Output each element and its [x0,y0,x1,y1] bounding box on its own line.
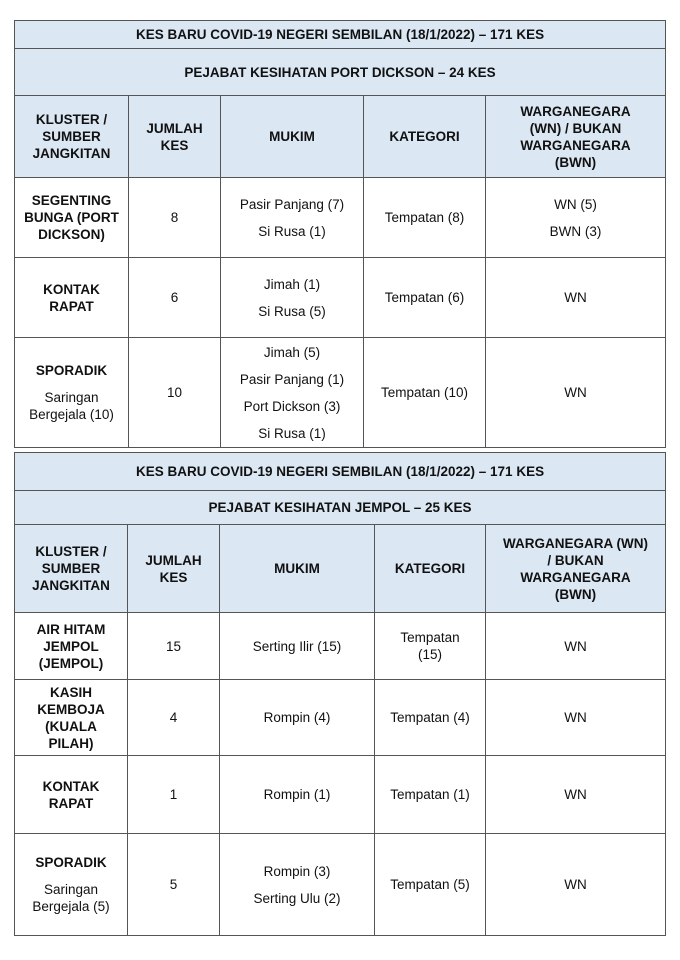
kluster-line: DICKSON) [38,227,105,242]
cell-jumlah: 10 [129,338,221,448]
kategori-line: Tempatan (5) [390,877,470,892]
table-row [15,178,666,258]
cell-jumlah: 8 [129,178,221,258]
cell-kategori [364,258,486,338]
table-title: KES BARU COVID-19 NEGERI SEMBILAN (18/1/2022) – 171 KES [15,453,666,491]
office-row [15,491,666,525]
mukim-line: Serting Ulu (2) [253,890,341,906]
header-line: JANGKITAN [32,146,111,161]
header-jumlah [128,525,220,613]
kluster-line: KASIH [49,684,92,700]
kluster-sub [21,389,122,423]
header-mukim: MUKIM [220,525,375,613]
mukim-line: Si Rusa (1) [258,425,326,441]
cell-wn [486,834,666,936]
cell-kluster [15,834,128,936]
mukim-line: Si Rusa (1) [258,223,326,239]
kluster-line: RAPAT [49,298,94,314]
header-line: JUMLAH [146,120,203,136]
header-line: / BUKAN [547,552,604,568]
kluster-line: (KUALA [45,718,97,734]
cell-wn [486,680,666,756]
header-line: SUMBER [42,129,101,144]
cell-mukim [220,680,375,756]
kluster-sub-line: Bergejala (10) [29,407,114,422]
kluster-line: PILAH) [48,735,94,751]
cell-wn [486,613,666,680]
kluster-line: RAPAT [48,795,94,811]
cell-jumlah: 5 [128,834,220,936]
kluster-line: JEMPOL [43,638,99,654]
header-line: (BWN) [554,154,597,170]
kluster-line: AIR HITAM [36,621,106,637]
table-row [15,834,666,936]
wn-line: WN [564,385,587,400]
cell-kategori [364,338,486,448]
header-line: WARGANEGARA (WN) [503,535,648,551]
mukim-line: Jimah (5) [263,344,321,360]
kluster-sub-line: Saringan [43,882,99,897]
cell-kategori [375,613,486,680]
header-line: WARGANEGARA [520,137,631,153]
header-jumlah [129,96,221,178]
wn-line: WN [564,710,587,725]
cell-jumlah: 15 [128,613,220,680]
header-mukim: MUKIM [221,96,364,178]
kategori-line: (15) [417,647,442,662]
cell-kluster [15,613,128,680]
office-row [15,49,666,96]
kluster-line: SPORADIK [35,363,108,378]
kluster-line: BUNGA (PORT [24,210,119,225]
table-row [15,613,666,680]
header-kluster [15,525,128,613]
header-line: KLUSTER / [35,112,108,127]
mukim-line: Serting Ilir (15) [252,638,342,654]
header-wn [486,525,666,613]
cell-mukim [221,178,364,258]
kluster-line: KONTAK [43,281,100,297]
cell-wn [486,338,666,448]
kluster-line: SPORADIK [35,855,107,870]
cell-kluster [15,178,129,258]
kategori-line: Tempatan [400,630,460,645]
header-line: (BWN) [554,586,597,602]
mukim-line: Rompin (3) [263,863,331,879]
cell-kategori [375,756,486,834]
table-row [15,680,666,756]
cell-kluster [15,680,128,756]
mukim-line: Port Dickson (3) [243,398,341,414]
title-row [15,21,666,49]
kategori-line: Tempatan (8) [384,210,465,225]
header-line: JUMLAH [145,552,202,568]
cell-kategori [375,680,486,756]
mukim-line: Rompin (4) [263,710,331,725]
header-line: KLUSTER / [35,544,107,559]
cell-jumlah: 4 [128,680,220,756]
mukim-line: Pasir Panjang (1) [239,371,345,387]
wn-line: BWN (3) [549,223,602,239]
kluster-sub-line: Bergejala (5) [32,899,110,914]
cell-mukim [221,338,364,448]
cell-jumlah: 6 [129,258,221,338]
cell-kluster [15,756,128,834]
kategori-line: Tempatan (1) [390,787,470,802]
cell-mukim [220,756,375,834]
header-line: KES [159,569,188,585]
cell-wn [486,756,666,834]
wn-line: WN [564,787,587,802]
title-row [15,453,666,491]
header-kluster [15,96,129,178]
header-kategori: KATEGORI [364,96,486,178]
cell-kluster [15,258,129,338]
cell-mukim [221,258,364,338]
header-row [15,96,666,178]
header-row [15,525,666,613]
table-row [15,258,666,338]
cell-wn [486,258,666,338]
table-row [15,338,666,448]
cell-kategori [364,178,486,258]
office-title: PEJABAT KESIHATAN PORT DICKSON – 24 KES [15,49,666,96]
kluster-sub-line: Saringan [44,390,99,405]
kluster-line: SEGENTING [31,193,112,208]
office-title: PEJABAT KESIHATAN JEMPOL – 25 KES [15,491,666,525]
table-title: KES BARU COVID-19 NEGERI SEMBILAN (18/1/2022) – 171 KES [15,21,666,49]
header-line: JANGKITAN [32,578,110,593]
header-wn [486,96,666,178]
kluster-line: KEMBOJA [37,701,105,717]
kategori-line: Tempatan (10) [380,385,469,400]
kategori-line: Tempatan (4) [390,710,470,725]
cell-mukim [220,613,375,680]
header-line: (WN) / BUKAN [529,120,622,136]
cell-jumlah: 1 [128,756,220,834]
mukim-line: Rompin (1) [263,787,331,802]
table-row [15,756,666,834]
header-line: SUMBER [41,561,101,576]
mukim-line: Pasir Panjang (7) [239,196,345,212]
header-line: WARGANEGARA [520,103,631,119]
header-line: KES [160,137,189,153]
cell-mukim [220,834,375,936]
mukim-line: Jimah (1) [263,276,321,292]
header-kategori: KATEGORI [375,525,486,613]
kluster-line: KONTAK [42,778,100,794]
wn-line: WN (5) [554,196,597,212]
wn-line: WN [564,638,587,654]
cell-kategori [375,834,486,936]
kluster-sub [21,881,121,915]
mukim-line: Si Rusa (5) [258,303,326,319]
wn-line: WN [564,290,587,305]
jempol-table [14,452,666,936]
kategori-line: Tempatan (6) [384,290,465,305]
cell-kluster [15,338,129,448]
wn-line: WN [564,877,587,892]
header-line: WARGANEGARA [520,569,631,585]
cell-wn [486,178,666,258]
port-dickson-table [14,20,666,448]
kluster-line: (JEMPOL) [38,655,104,671]
